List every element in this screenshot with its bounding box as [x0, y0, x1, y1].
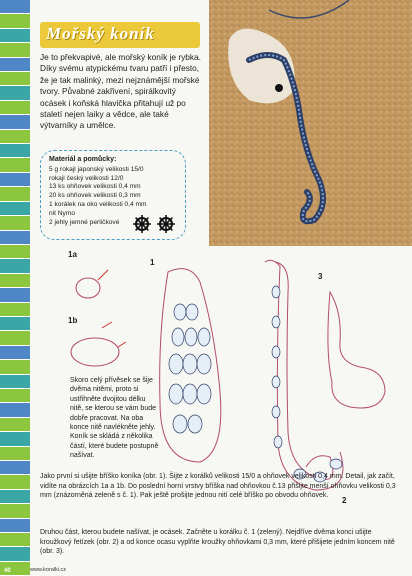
- figure-label-1a: 1a: [68, 250, 77, 259]
- side-color-stripes: [0, 0, 30, 576]
- color-stripe: [0, 231, 30, 245]
- difficulty-rating: [132, 214, 176, 234]
- color-stripe: [0, 115, 30, 129]
- color-stripe: [0, 375, 30, 389]
- color-stripe: [0, 245, 30, 259]
- figure-label-1b: 1b: [68, 316, 78, 325]
- color-stripe: [0, 72, 30, 86]
- page-number: 40: [4, 568, 11, 574]
- color-stripe: [0, 144, 30, 158]
- color-stripe: [0, 259, 30, 273]
- materials-item: rokajl český velikosti 12/0: [49, 174, 124, 182]
- color-stripe: [0, 461, 30, 475]
- color-stripe: [0, 202, 30, 216]
- seahorse-photo: [209, 0, 412, 246]
- color-stripe: [0, 519, 30, 533]
- color-stripe: [0, 504, 30, 518]
- materials-item: 1 korálek na oko velikosti 0,4 mm: [49, 200, 147, 208]
- sidenote-paragraph: Skoro celý přívěsek se šije dvěma nitěmi, proto si ustřihněte dvojitou délku nitě, se kterou se vám bude dobře pracovat. Na oba konce nitě navlékněte jehly. Koník se skládá z několika částí, které budete postupně našívat.: [70, 377, 159, 460]
- color-stripe: [0, 303, 30, 317]
- intro-paragraph: Je to překvapivé, ale mořský koník je rybka. Díky svému atypickému tvaru patří i přesto, že je tak malinký, mezi nejznámější mořské tvory. Půvabné zakřivení, spirálkovitý ocásek i koňská hlavička přitahují už po staletí nejen laiky a vědce, ale také výtvarníky a umělce.: [40, 52, 201, 131]
- color-stripe: [0, 86, 30, 100]
- instructions-paragraph-2: Druhou část, kterou budete našívat, je ocásek. Začněte u korálku č. 1 (zelený). Nejdříve dvěma konci ušijte kroužkový řetízek (obr. 2) a od konce ocasu vyplňte kroužky ohňovkami 0,3 mm, které přišijete jedním koncem nitě (obr. 3).: [40, 529, 395, 556]
- figure-label-2: 2: [342, 496, 347, 505]
- ship-wheel-icon: [156, 214, 176, 234]
- color-stripe: [0, 216, 30, 230]
- color-stripe: [0, 346, 30, 360]
- color-stripe: [0, 288, 30, 302]
- article-title: Mořský koník: [46, 24, 155, 43]
- color-stripe: [0, 475, 30, 489]
- footer-website: www.koralki.cz: [30, 567, 67, 573]
- color-stripe: [0, 547, 30, 561]
- color-stripe: [0, 274, 30, 288]
- color-stripe: [0, 158, 30, 172]
- materials-item: 2 jehly jemné perličkové: [49, 218, 120, 226]
- color-stripe: [0, 43, 30, 57]
- color-stripe: [0, 58, 30, 72]
- color-stripe: [0, 187, 30, 201]
- materials-heading: Materiál a pomůcky:: [49, 156, 117, 163]
- figure-label-1: 1: [150, 258, 155, 267]
- color-stripe: [0, 101, 30, 115]
- color-stripe: [0, 432, 30, 446]
- color-stripe: [0, 130, 30, 144]
- article-title-banner: [40, 22, 200, 48]
- color-stripe: [0, 360, 30, 374]
- color-stripe: [0, 389, 30, 403]
- figure-label-3: 3: [318, 272, 323, 281]
- color-stripe: [0, 331, 30, 345]
- color-stripe: [0, 0, 30, 14]
- color-stripe: [0, 173, 30, 187]
- instructions-paragraph-1: Jako první si ušijte bříško koníka (obr. 1). Šijte z korálků velikosti 15/0 a ohňovek velikosti 0,4 mm. Detail, jak začít, vidíte na obrázcích 1a a 1b. Do poslední horní vrstvy bříška nad ohňovkou č.13 přišijte menší ohňovku velikosti 0,3 mm (znázorněná zeleně s č. 1). Pak ještě prošijte jednou nití celé bříško po obvodu ohňovek.: [40, 473, 396, 500]
- color-stripe: [0, 29, 30, 43]
- materials-item: 13 ks ohňovek velikosti 0,4 mm: [49, 183, 141, 191]
- color-stripe: [0, 418, 30, 432]
- color-stripe: [0, 14, 30, 28]
- materials-item: 20 ks ohňovek velikosti 0,3 mm: [49, 192, 141, 200]
- materials-item: nit Nymo: [49, 209, 76, 217]
- materials-item: 5 g rokajl japonský velikosti 15/0: [49, 165, 144, 173]
- color-stripe: [0, 447, 30, 461]
- color-stripe: [0, 533, 30, 547]
- color-stripe: [0, 317, 30, 331]
- color-stripe: [0, 490, 30, 504]
- color-stripe: [0, 403, 30, 417]
- ship-wheel-icon: [132, 214, 152, 234]
